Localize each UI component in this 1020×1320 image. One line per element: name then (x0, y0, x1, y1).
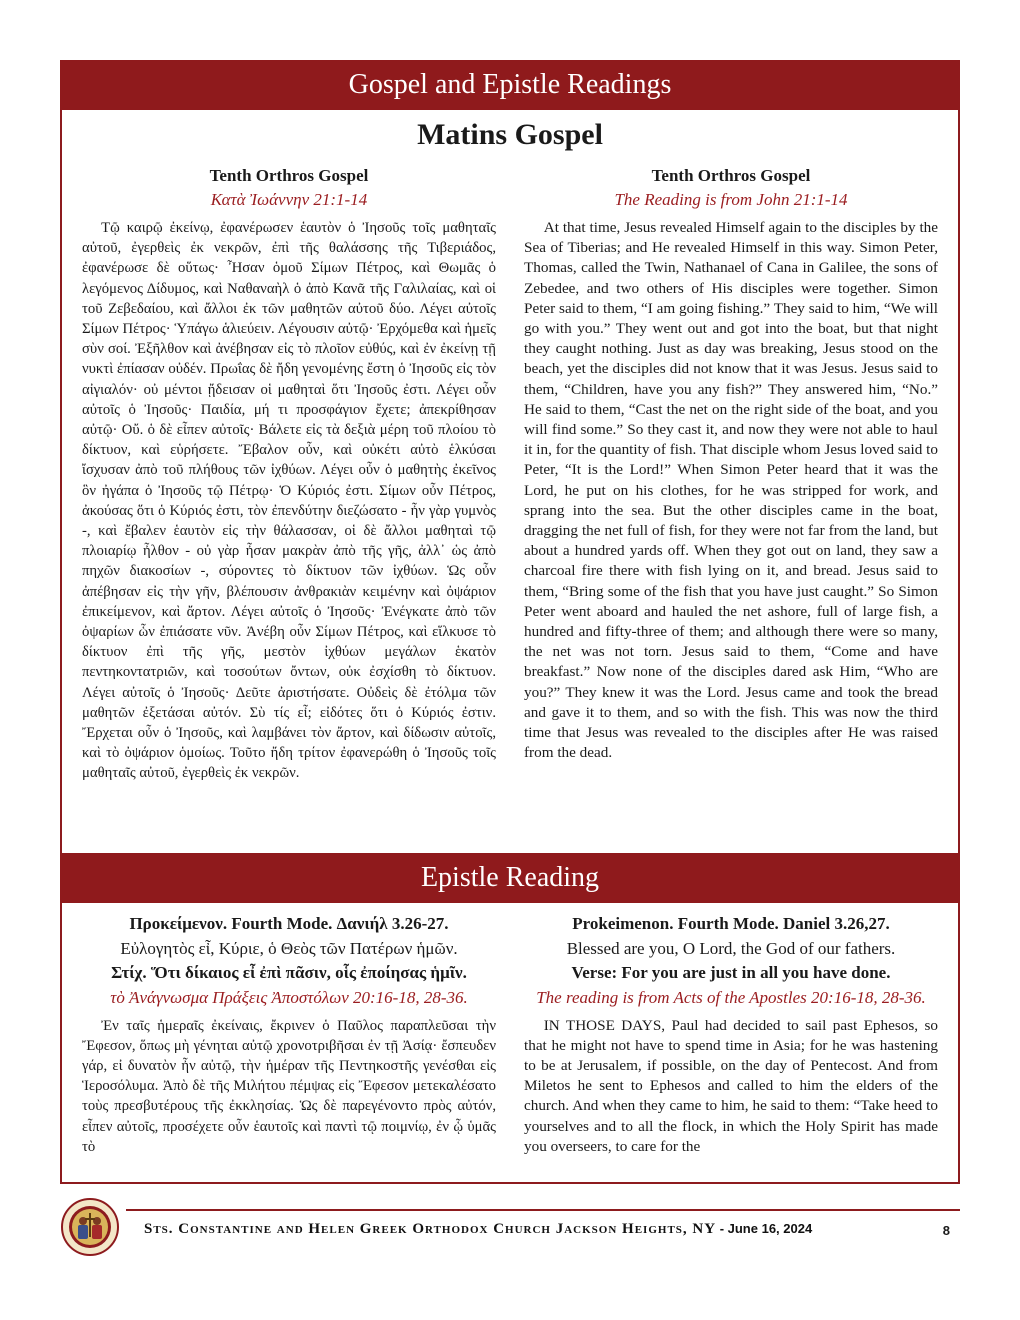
footer-separator: - (716, 1221, 728, 1236)
prokeimenon-english-verse: Blessed are you, O Lord, the God of our fathers. (566, 938, 896, 958)
gospel-english-text: At that time, Jesus revealed Himself again to the disciples by the Sea of Tiberias; and He revealed Himself in this way. Simon Peter, Thomas, called the Twin, Nathanael of Cana in Galilee, the sons of Zebedee, and two others of His disciples were together. Simon Peter said to them, “I am going fishing.” They said to him, “We will go with you.” They went out and got into the boat, but that night they caught nothing. Just as day was breaking, Jesus stood on the beach, yet the disciples did not know that it was Jesus. Jesus said to them, “Children, have you any fish?” They answered him, “No.” He said to them, “Cast the net on the right side of the boat, and you will find some.” So they cast it, and now they were not able to haul it in, for the quantity of fish. That disciple whom Jesus loved said to Peter, “It is the Lord!” When Simon Peter heard that it was the Lord, he put on his clothes, for he was stripped for work, and sprang into the sea. But the other disciples came in the boat, dragging the net full of fish, for they were not far from the land, but about a hundred yards off. When they got out on land, they saw a charcoal fire there with fish lying on it, and bread. Jesus said to them, “Bring some of the fish that you have just caught.” So Simon Peter went aboard and hauled the net ashore, full of large fish, a hundred and fifty-three of them; and although there were so many, the net was not torn. Jesus said to them, “Come and have breakfast.” Now none of the disciples dared ask Him, “Who are you?” They knew it was the Lord. Jesus came and took the bread and gave it to them, and so with the fish. This was now the third time that Jesus was revealed to the disciples after He was raised from the dead. (524, 219, 938, 762)
epistle-english-reference: The reading is from Acts of the Apostles 20:16-18, 28-36. (536, 987, 926, 1007)
epistle-english-column (524, 912, 938, 1157)
footer-rule (126, 1209, 960, 1211)
epistle-banner (60, 853, 960, 903)
church-seal-icon (60, 1197, 120, 1257)
epistle-greek-column (82, 912, 496, 1157)
prokeimenon-english: Prokeimenon. Fourth Mode. Daniel 3.26,27. (572, 914, 890, 933)
prokeimenon-greek: Προκείμενον. Fourth Mode. Δανιήλ 3.26-27. (129, 914, 449, 933)
gospel-english-reference: The Reading is from John 21:1-14 (614, 190, 848, 209)
page-number: 8 (942, 1223, 950, 1238)
gospel-greek-reference: Κατὰ Ἰωάννην 21:1-14 (210, 190, 368, 209)
epistle-greek-reference: τὸ Ἀνάγνωσμα Πράξεις Ἀποστόλων 20:16-18, 28-36. (110, 987, 468, 1007)
page-footer (60, 1192, 960, 1262)
gospel-greek-text: Τῷ καιρῷ ἐκείνῳ, ἐφανέρωσεν ἑαυτὸν ὁ Ἰησοῦς τοῖς μαθηταῖς αὐτοῦ, ἐγερθεὶς ἐκ νεκρῶν, ἐπὶ τῆς θαλάσσης τῆς Τιβεριάδος, ἐφανέρωσε δὲ οὕτως· Ἦσαν ὁμοῦ Σίμων Πέτρος, καὶ Θωμᾶς ὁ λεγόμενος Δίδυμος, καὶ Ναθαναὴλ ὁ ἀπὸ Κανᾶ τῆς Γαλιλαίας, καὶ οἱ τοῦ Ζεβεδαίου, καὶ ἄλλοι ἐκ τῶν μαθητῶν αὐτοῦ δύο. Λέγει αὐτοῖς Σίμων Πέτρος· Ὑπάγω ἁλιεύειν. Λέγουσιν αὐτῷ· Ἐρχόμεθα καὶ ἡμεῖς σὺν σοί. Ἐξῆλθον καὶ ἀνέβησαν εἰς τὸ πλοῖον εὐθύς, καὶ ἐν ἐκείνῃ τῇ νυκτὶ ἐπίασαν οὐδέν. Πρωΐας δὲ ἤδη γενομένης ἔστη ὁ Ἰησοῦς εἰς τὸν αἰγιαλόν· οὐ μέντοι ᾔδεισαν οἱ μαθηταὶ ὅτι Ἰησοῦς ἐστι. Λέγει οὖν αὐτοῖς ὁ Ἰησοῦς· Παιδία, μή τι προσφάγιον ἔχετε; ἀπεκρίθησαν αὐτῷ· Οὔ. ὁ δὲ εἶπεν αὐτοῖς· Βάλετε εἰς τὰ δεξιὰ μέρη τοῦ πλοίου τὸ δίκτυον, καὶ εὑρήσετε. Ἔβαλον οὖν, καὶ οὐκέτι αὐτὸ ἑλκύσαι ἴσχυσαν ἀπὸ τοῦ πλήθους τῶν ἰχθύων. Λέγει οὖν ὁ μαθητὴς ἐκεῖνος ὃν ἠγάπα ὁ Ἰησοῦς τῷ Πέτρῳ· Ὁ Κύριός ἐστι. Σίμων οὖν Πέτρος, ἀκούσας ὅτι ὁ Κύριός ἐστι, τὸν ἐπενδύτην διεζώσατο - ἦν γὰρ γυμνὸς -, καὶ ἔβαλεν ἑαυτὸν εἰς τὴν θάλασσαν, οἱ δὲ ἄλλοι μαθηταὶ τῷ πλοιαρίῳ ἦλθον - οὐ γὰρ ἦσαν μακρὰν ἀπὸ τῆς γῆς, ἀλλ᾽ ὡς ἀπὸ πηχῶν διακοσίων -, σύροντες τὸ δίκτυον τῶν ἰχθύων. Ὡς οὖν ἀπέβησαν εἰς τὴν γῆν, βλέπουσιν ἀνθρακιὰν κειμένην καὶ ὀψάριον ἐπικείμενον, καὶ ἄρτον. Λέγει αὐτοῖς ὁ Ἰησοῦς· Ἐνέγκατε ἀπὸ τῶν ὀψαρίων ὧν ἐπιάσατε νῦν. Ἀνέβη οὖν Σίμων Πέτρος, καὶ εἵλκυσε τὸ δίκτυον ἐπὶ τῆς γῆς, μεστὸν ἰχθύων μεγάλων ἑκατὸν πεντηκοντατριῶν, καὶ τοσούτων ὄντων, οὐκ ἐσχίσθη τὸ δίκτυον. Λέγει αὐτοῖς ὁ Ἰησοῦς· Δεῦτε ἀριστήσατε. Οὐδεὶς δὲ ἐτόλμα τῶν μαθητῶν ἐξετάσαι αὐτόν. Σὺ τίς εἶ; εἰδότες ὅτι ὁ Κύριός ἐστιν. Ἔρχεται οὖν ὁ Ἰησοῦς, καὶ λαμβάνει τὸν ἄρτον, καὶ δίδωσιν αὐτοῖς, καὶ τὸ ὀψάριον ὁμοίως. Τοῦτο ἤδη τρίτον ἐφανερώθη ὁ Ἰησοῦς τοῖς μαθηταῖς αὐτοῦ, ἐγερθεὶς ἐκ νεκρῶν. (82, 220, 496, 782)
gospel-english-column (524, 164, 938, 763)
prokeimenon-greek-stich: Στίχ. Ὅτι δίκαιος εἶ ἐπὶ πᾶσιν, οἷς ἐποίησας ἡμῖν. (111, 963, 467, 982)
gospel-english-heading: Tenth Orthros Gospel (651, 166, 811, 185)
page-title: Gospel and Epistle Readings (348, 69, 672, 100)
gospel-greek-column (82, 164, 496, 784)
epistle-title: Epistle Reading (420, 862, 600, 893)
matins-gospel-title: Matins Gospel (417, 118, 603, 151)
church-name: Sts. Constantine and Helen Greek Orthodox Church Jackson Heights, NY (144, 1221, 717, 1237)
prokeimenon-greek-verse: Εὐλογητὸς εἶ, Κύριε, ὁ Θεὸς τῶν Πατέρων ἡμῶν. (120, 938, 458, 958)
epistle-english-text: IN THOSE DAYS, Paul had decided to sail past Ephesos, so that he might not have to spend time in Asia; for he was hastening to be at Jerusalem, if possible, on the day of Pentecost. And from Miletos he sent to Ephesos and called to him the elders of the church. And when they came to him, he said to them: “Take heed to yourselves and to all the flock, in which the Holy Spirit has made you overseers, to care for the (524, 1016, 938, 1155)
prokeimenon-english-stich: Verse: For you are just in all you have done. (571, 963, 891, 982)
epistle-greek-text: Ἐν ταῖς ἡμεραῖς ἐκείναις, ἔκρινεν ὁ Παῦλος παραπλεῦσαι τὴν Ἔφεσον, ὅπως μὴ γένηται αὐτῷ χρονοτριβῆσαι ἐν τῇ Ἀσίᾳ· ἔσπευδεν γάρ, εἰ δυνατὸν ἦν αὐτῷ, τὴν ἡμέραν τῆς Πεντηκοστῆς γενέσθαι εἰς Ἱεροσόλυμα. Ἀπὸ δὲ τῆς Μιλήτου πέμψας εἰς Ἔφεσον μετεκαλέσατο τοὺς πρεσβυτέρους τῆς ἐκκλησίας. Ὡς δὲ παρεγένοντο πρὸς αὐτόν, εἶπεν αὐτοῖς, προσέχετε οὖν ἑαυτοῖς καὶ παντὶ τῷ ποιμνίῳ, ἐν ᾧ ὑμᾶς τὸ (82, 1017, 496, 1155)
gospel-greek-heading: Tenth Orthros Gospel (209, 166, 369, 185)
readings-banner (60, 60, 960, 110)
bulletin-date: June 16, 2024 (727, 1221, 813, 1236)
